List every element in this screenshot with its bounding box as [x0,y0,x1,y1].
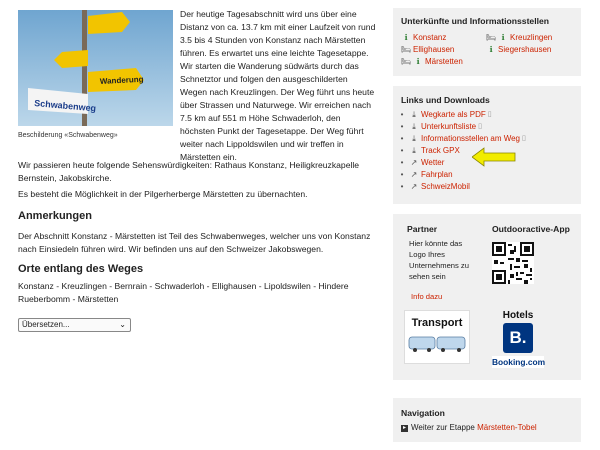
link-item-informationsstellen[interactable]: • ⤓ Informationsstellen am Weg ▯ [400,134,526,143]
chevron-down-icon: ⌄ [119,320,126,329]
bus-icon [405,329,469,357]
link-item-unterkunftsliste[interactable]: • ⤓ Unterkunftsliste ▯ [400,122,482,131]
info-icon: ℹ [489,45,493,54]
sign-text-schwabenweg: Schwabenweg [33,98,97,114]
external-link-icon: ↗ [410,158,418,167]
external-link-icon: ↗ [410,170,418,179]
pdf-icon: ▯ [487,111,492,118]
lodging-link-maerstetten[interactable]: Märstetten [425,57,463,66]
bed-icon: 🛏 [486,33,497,42]
booking-wordmark: Booking.com [492,357,546,367]
lodging-link-ellighausen[interactable]: Ellighausen [413,45,455,54]
lodging-item-ellighausen[interactable] [401,44,454,56]
transport-logo[interactable] [404,310,470,364]
download-icon: ⤓ [412,110,416,119]
download-icon: ⤓ [412,146,416,155]
partner-text: Hier könnte das Logo Ihres Unternehmens zu sehen sein [409,239,469,281]
next-arrow-icon: ▸ [402,424,406,431]
bed-icon: 🛏 [401,45,412,54]
next-stage-item[interactable] [401,422,537,434]
info-icon: ℹ [416,57,420,66]
info-icon: ℹ [404,33,408,42]
lodging-link-konstanz[interactable]: Konstanz [413,33,447,42]
download-icon: ⤓ [412,134,416,143]
accommodation-paragraph: Es besteht die Möglichkeit in der Pilgerherberge Märstetten zu übernachten. [18,189,308,199]
booking-logo[interactable] [492,310,544,374]
partner-info-link[interactable]: Info dazu [411,292,443,301]
link-item-wegkarte[interactable]: • ⤓ Wegkarte als PDF ▯ [400,110,492,119]
navigation-panel [393,398,581,442]
qr-code[interactable] [492,242,534,284]
notes-paragraph: Der Abschnitt Konstanz - Märstetten ist Teil des Schwabenweges, welcher uns von Konstanz nach Einsiedeln führen wird. Wir befinden uns auf den Schweizer Jakobswegen. [18,231,371,254]
pdf-icon: ▯ [522,135,526,142]
external-link-icon: ↗ [410,182,418,191]
lodging-heading: Unterkünfte und Informationsstellen [401,16,550,26]
translate-select-value: Übersetzen... [22,320,70,329]
app-heading: Outdooractive-App [492,224,570,234]
lodging-item-maerstetten[interactable] [401,56,463,68]
link-item-track-gpx[interactable]: • ⤓ Track GPX [400,146,460,155]
photo-caption: Beschilderung «Schwabenweg» [18,132,118,139]
info-icon: ℹ [501,33,505,42]
booking-b-icon: B. [503,323,533,353]
next-stage-link[interactable]: Märstetten-Tobel [477,423,537,432]
lodging-link-siegershausen[interactable]: Siegershausen [498,45,552,54]
bed-icon: 🛏 [401,57,412,66]
links-panel [393,86,581,204]
places-heading: Orte entlang des Weges [18,263,144,275]
highlight-arrow-icon [472,147,516,167]
download-icon: ⤓ [412,122,416,131]
signpost-photo [18,10,173,126]
lodging-panel [393,8,581,76]
notes-heading: Anmerkungen [18,210,92,222]
lodging-item-siegershausen[interactable] [486,44,551,56]
lodging-item-konstanz[interactable] [401,32,446,44]
link-item-wetter[interactable]: • ↗ Wetter [400,158,445,167]
partner-heading: Partner [407,224,438,234]
intro-paragraph: Der heutige Tagesabschnitt wird uns über eine Distanz von ca. 13.7 km mit einer Laufzeit von rund 3.5 bis 4 Stunden von Konstanz nach Märstetten führen. Es erwartet uns eine leichte Tagesetappe. Wir starten die Wanderung südwärts durch das Schnetztor und folgen den ausgeschilderten Wegen nach Kreuzlingen. Der Weg führt uns heute über Strassen und Naturwege. Wir erreichen nach 7.5 km auf 551 m Höhe Schwaderloh, den höchsten Punkt der Tagesetappe. Der Weg führt weiter nach Lippoldswilen und wir treffen in Märstetten ein. [180,9,376,162]
link-item-fahrplan[interactable]: • ↗ Fahrplan [400,170,453,179]
next-stage-prefix: Weiter zur Etappe [411,423,475,432]
places-paragraph: Konstanz - Kreuzlingen - Bernrain - Schwaderloh - Ellighausen - Lipoldswilen - Hindere Rueberbomm - Märstetten [18,281,349,304]
lodging-item-kreuzlingen[interactable] [486,32,552,44]
pdf-icon: ▯ [478,123,482,130]
booking-hotels-text: Hotels [502,310,534,321]
lodging-link-kreuzlingen[interactable]: Kreuzlingen [510,33,553,42]
navigation-heading: Navigation [401,408,445,418]
links-heading: Links und Downloads [401,95,490,105]
sights-paragraph: Wir passieren heute folgende Sehenswürdigkeiten: Rathaus Konstanz, Heiligkreuzkapelle Bernstein, Jakobskirche. [18,160,360,183]
link-item-schweizmobil[interactable]: • ↗ SchweizMobil [400,182,470,191]
translate-select[interactable] [18,318,131,332]
transport-logo-text: Transport [411,317,463,329]
sign-text-wanderung: Wanderung [99,74,144,86]
